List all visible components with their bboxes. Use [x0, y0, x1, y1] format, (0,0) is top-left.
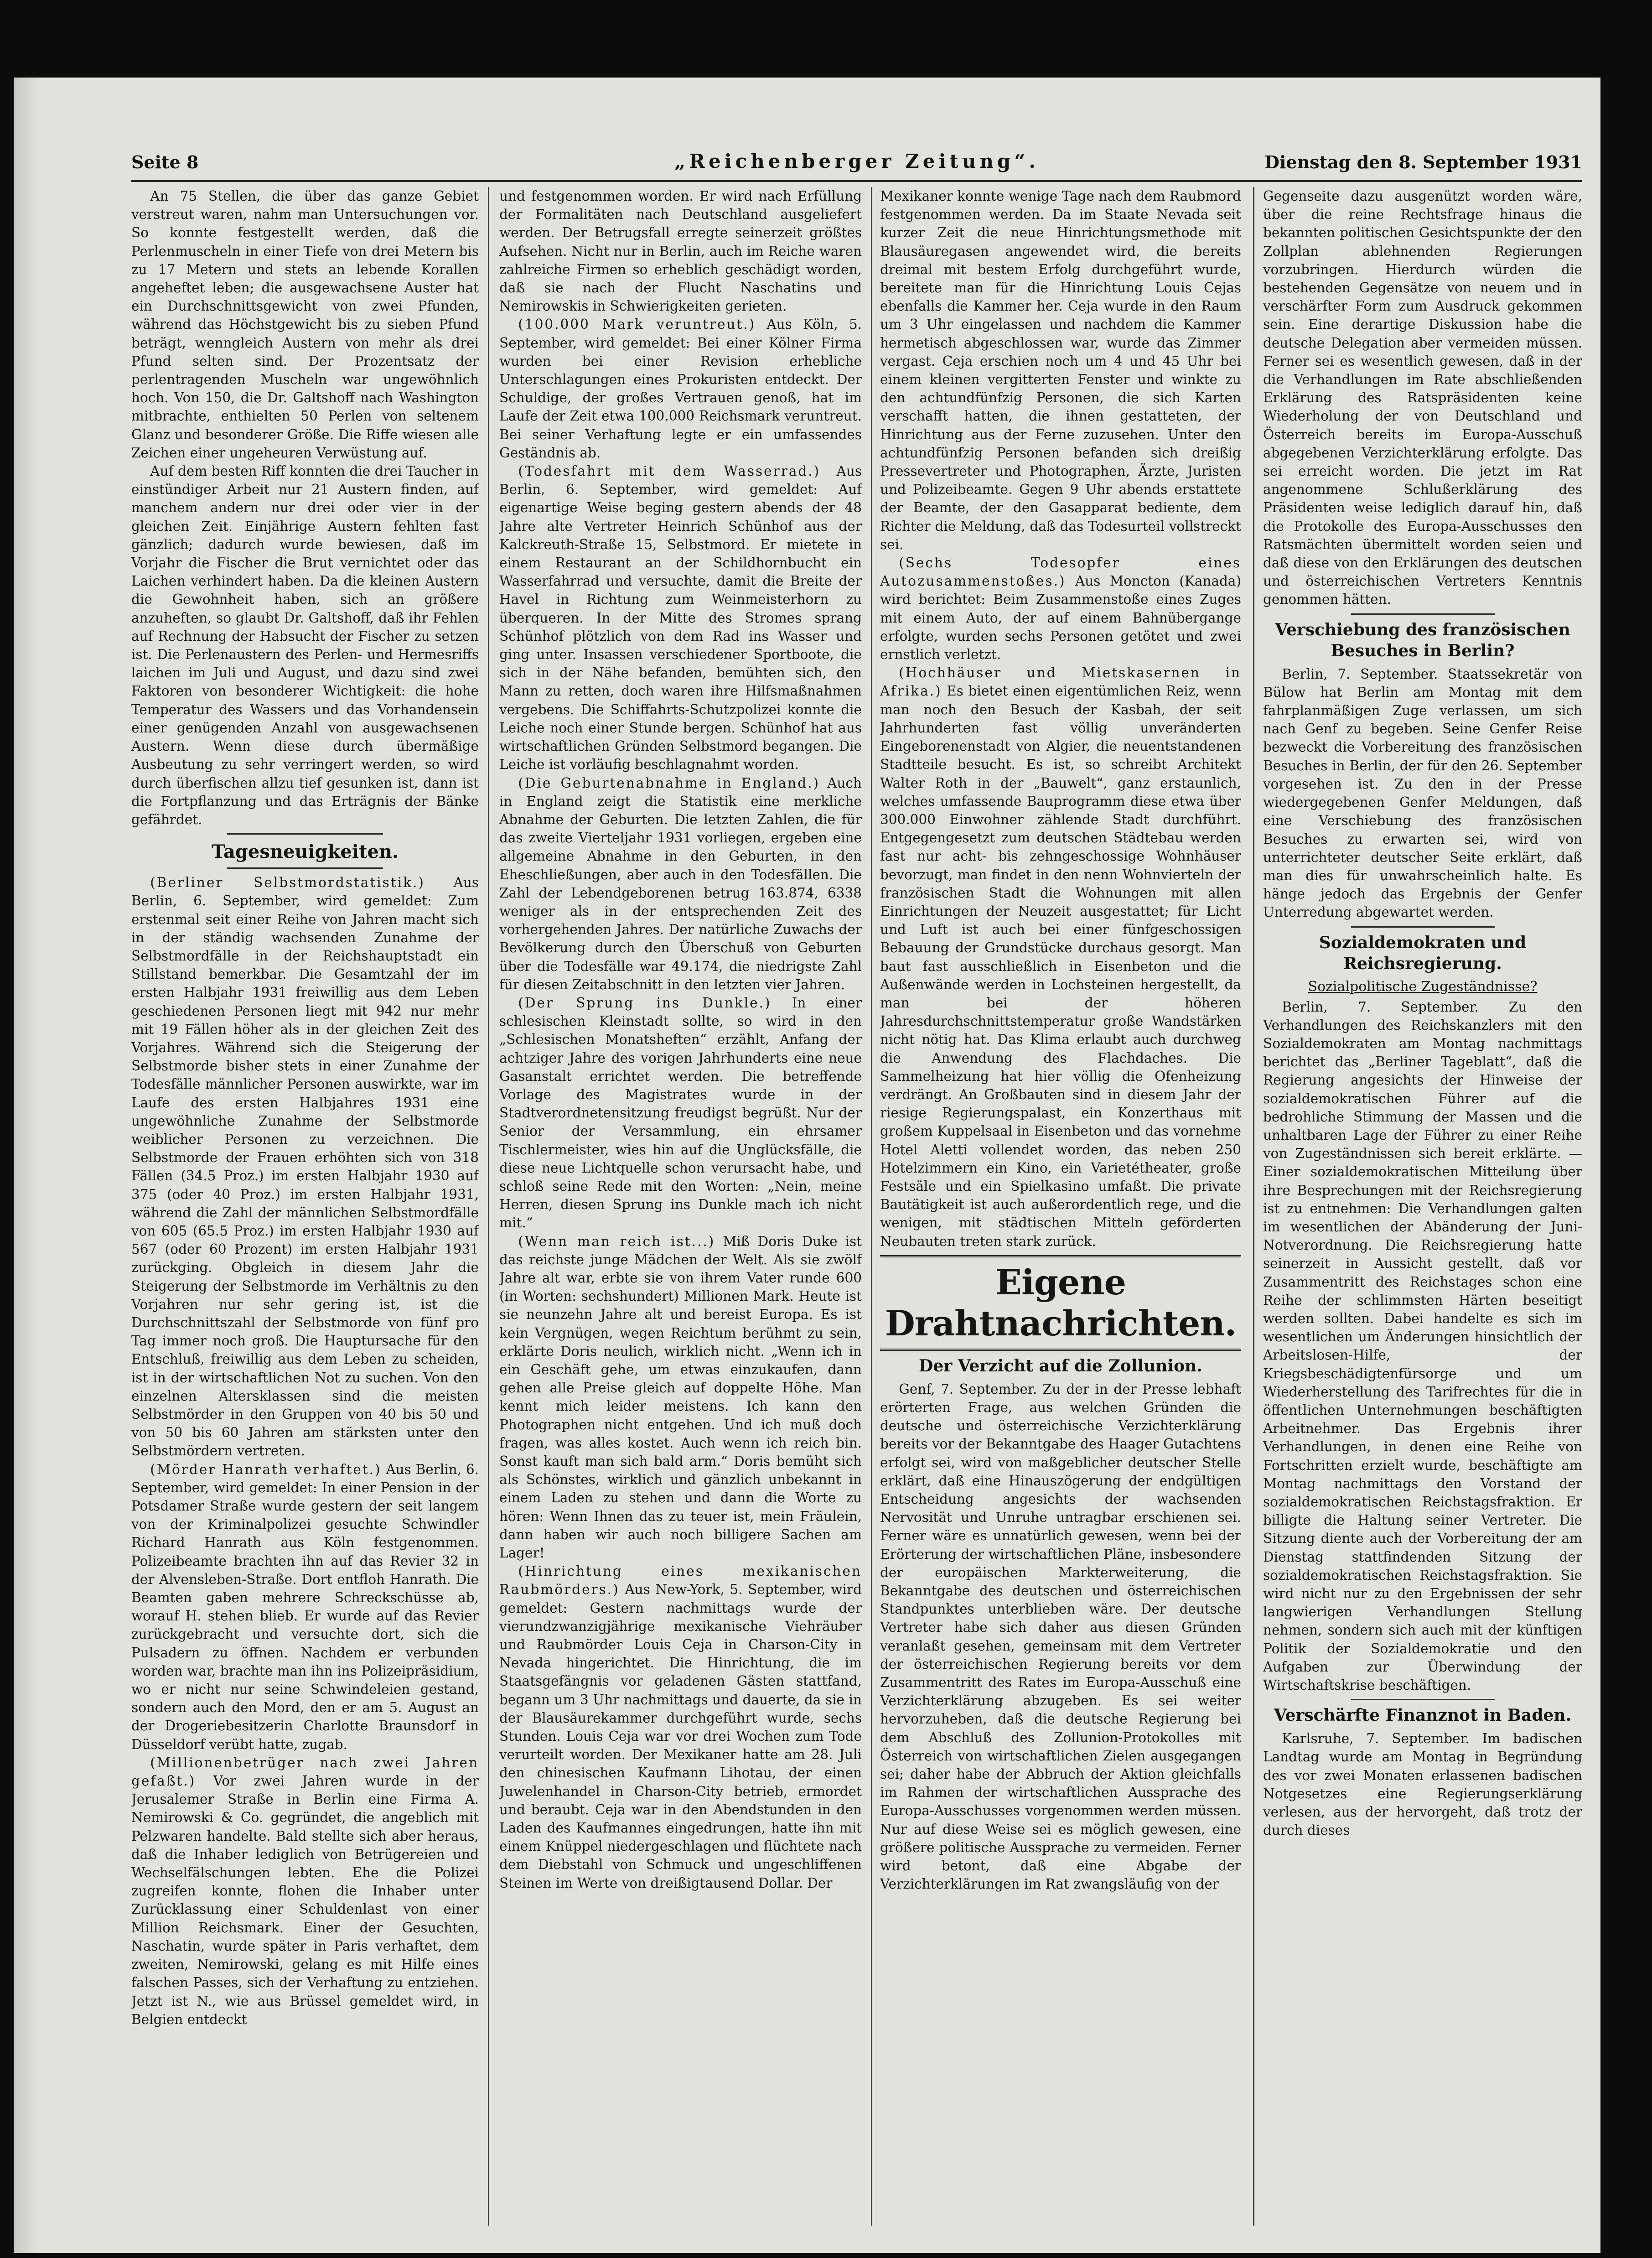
article-lead: (Todesfahrt mit dem Wasserrad.): [518, 463, 821, 479]
article-lead: (Hochhäuser und Mietskasernen in Afrika.): [880, 665, 1241, 699]
column-2: [499, 187, 862, 2235]
article-lead: (Berliner Selbstmordstatistik.): [150, 875, 425, 891]
article-paragraph: [499, 1562, 862, 1892]
column-3: [880, 187, 1241, 2235]
article-body: Aus New-York, 5. September, wird gemeldet: Gestern nachmittags wurde der vierundzwanzigjährige mexikanische Viehräuber und Raubmörder Louis Ceja in Charson-City in Nevada hingerichtet. Die Hinrichtung, die im Staatsgefängnis vor geladenen Gästen stattfand, begann um 3 Uhr nachmittags und dauerte, da sie in der Blausäurekammer durchgeführt wurde, sechs Stunden. Louis Ceja war vor drei Wochen zum Tode verurteilt worden. Der Mexikaner hatte am 28. Juli den chinesischen Kaufmann Lihotau, der einen Juwelenhandel in Charson-City betrieb, ermordet und beraubt. Ceja war in den Abendstunden in den Laden des Kaufmannes eingedrungen, hatte ihn mit einem Knüppel niedergeschlagen und flüchtete nach dem Diebstahl von Schmuck und ungeschliffenen Steinen im Werte von dreißigtausend Dollar. Der: [499, 1582, 862, 1891]
article-paragraph: Gegenseite dazu ausgenützt worden wäre, über die reine Rechtsfrage hinaus die bekannten politischen Gesichtspunkte der den Zollplan ablehnenden Regierungen vorzubringen. Hierdurch würden die bestehenden Gegensätze von neuem und in verschärfter Form zum Ausdruck gekommen sein. Eine derartige Diskussion habe die deutsche Delegation aber vermeiden müssen. Ferner sei es wesentlich gewesen, daß in der die Verhandlungen im Rate abschließenden Erklärung des Ratspräsidenten keine Wiederholung der von Deutschland und Österreich bereits im Europa-Ausschuß abgegebenen Verzichterklärung erfolgte. Das sei erreicht worden. Die jetzt im Rat angenommene Schlußerklärung des Präsidenten weise lediglich darauf hin, daß die Protokolle des Europa-Ausschusses den Ratsmächten übermittelt worden seien und daß diese von den Erklärungen des deutschen und österreichischen Vertreters Kenntnis genommen hätten.: [1263, 188, 1582, 607]
article-paragraph: [880, 554, 1241, 664]
article-paragraph: Mexikaner konnte wenige Tage nach dem Raubmord festgenommen werden. Da im Staate Nevada seit kurzer Zeit die neue Hinrichtungsmethode mit Blausäuregasen angewendet wird, die bereits dreimal mit bestem Erfolg durchgeführt wurde, bereitete man für die Hinrichtung Louis Cejas ebenfalls die Kammer her. Ceja wurde in den Raum um 3 Uhr eingelassen und nachdem die Kammer hermetisch abgeschlossen war, wurde das Zimmer vergast. Ceja erschien noch um 4 und 45 Uhr bei einem kleinen vergitterten Fenster und winkte zu den achtundfünfzig Personen, die sich Karten verschafft hatten, die ihnen gestatteten, der Hinrichtung aus der Ferne zuzusehen. Unter den achtundfünfzig Personen befanden sich dreißig Pressevertreter und Photographen, Ärzte, Juristen und Polizeibeamte. Gegen 9 Uhr abends erstattete der Beamte, der den Gasapparat bediente, dem Richter die Meldung, daß das Todesurteil vollstreckt sei.: [880, 188, 1241, 552]
divider: [1351, 613, 1495, 615]
article-subheadline: Sozialpolitische Zugeständnisse?: [1308, 978, 1538, 995]
article-body: Miß Doris Duke ist das reichste junge Mädchen der Welt. Als sie zwölf Jahre alt war, erbte sie von ihrem Vater runde 600 (in Worten: sechshundert) Millionen Mark. Heute ist sie neunzehn Jahre alt und bereist Europa. Es ist kein Vergnügen, wegen Reichtum berühmt zu sein, erklärte Doris neulich, wirklich nicht. „Wenn ich in ein Geschäft gehe, um etwas einzukaufen, dann gehen alle Preise gleich auf doppelte Höhe. Man kennt mich leider meistens. Ich kann den Photographen nicht entgehen. Und ich muß doch fragen, was alles kostet. Auch wenn ich reich bin. Sonst kauft man sich bald arm.“ Doris bemüht sich als Schönstes, wirklich und gänzlich unbekannt in einem Laden zu stehen und dann die Worte zu hören: Wenn Ihnen das zu teuer ist, mein Fräulein, dann haben wir auch noch billigere Sachen am Lager!: [499, 1233, 862, 1561]
article-paragraph: Auf dem besten Riff konnten die drei Taucher in einstündiger Arbeit nur 21 Austern finden, auf manchem andern nur drei oder vier in der gleichen Zeit. Einjährige Austern fehlten fast gänzlich; dadurch wurde bewiesen, daß im Vorjahr die Fischer die Brut vernichtet oder das Laichen verhindert haben. Da die kleinen Austern die Gewohnheit haben, sich an größere anzuheften, so glaubt Dr. Galtshoff, daß ihr Fehlen auf Rechnung der Habsucht der Fischer zu setzen ist. Die Perlenaustern des Perlen- und Hermesriffs laichen im Juli und August, und dazu sind zwei Faktoren von besonderer Wichtigkeit: die hohe Temperatur des Wassers und das Vorhandensein einer genügenden Anzahl von ausgewachsenen Austern. Wenn diese durch übermäßige Ausbeutung zu sehr verringert werden, so wird durch überfischen allzu tief gesunken ist, dann ist die Fortpflanzung und das Erträgnis der Bänke gefährdet.: [131, 463, 479, 827]
article-paragraph: [499, 994, 862, 1232]
article-paragraph: [499, 774, 862, 994]
article-lead: (Sechs Todesopfer eines Autozusammenstoßes.): [880, 555, 1241, 589]
column-rule: [871, 187, 872, 2226]
article-paragraph: [131, 1460, 479, 1754]
article-body: Aus Berlin, 6. September, wird gemeldet: Zum erstenmal seit einer Reihe von Jahren macht sich in der ständig wachsenden Zunahme der Selbstmordfälle in der Reichshauptstadt ein Stillstand bemerkbar. Die Gesamtzahl der im ersten Halbjahr 1931 freiwillig aus dem Leben geschiedenen Personen liegt mit 942 nur mehr mit 19 Fällen höher als in der gleichen Zeit des Vorjahres. Während sich die Steigerung der Selbstmorde bisher stets in einer Zunahme der Todesfälle männlicher Personen auswirkte, war im Laufe des ersten Halbjahres 1931 eine ungewöhnliche Zunahme der Selbstmorde weiblicher Personen zu verzeichnen. Die Selbstmorde der Frauen erhöhten sich von 318 Fällen (34.5 Proz.) im ersten Halbjahr 1930 auf 375 (oder 40 Proz.) im ersten Halbjahr 1931, während die Zahl der männlichen Selbstmordfälle von 605 (65.5 Proz.) im ersten Halbjahr 1930 auf 567 (oder 60 Prozent) im ersten Halbjahr 1931 zurückging. Obgleich in diesem Jahr die Steigerung der Selbstmorde im Verhältnis zu den Vorjahren nur sehr gering ist, ist die Durchschnittszahl der Selbstmorde von fünf pro Tag immer noch groß. Die Hauptursache für den Entschluß, freiwillig aus dem Leben zu scheiden, ist in der wirtschaftlichen Not zu suchen. Von den einzelnen Altersklassen sind die meisten Selbstmörder in den Gruppen von 40 bis 50 und von 50 bis 60 Jahren am stärksten unter den Selbstmördern vertreten.: [131, 875, 479, 1459]
article-lead: (Wenn man reich ist...): [518, 1233, 715, 1249]
page-header: [131, 148, 1582, 182]
article-lead: (Mörder Hanrath verhaftet.): [150, 1461, 382, 1477]
article-body: Aus Köln, 5. September, wird gemeldet: Bei einer Kölner Firma wurden bei einer Revision erhebliche Unterschlagungen eines Prokuristen entdeckt. Der Schuldige, der großes Vertrauen genoß, hat im Laufe der Zeit etwa 100.000 Reichsmark veruntreut. Bei seiner Verhaftung legte er ein umfassendes Geständnis ab.: [499, 317, 862, 461]
page-number: Seite 8: [131, 152, 199, 172]
article-paragraph: [499, 315, 862, 462]
article-paragraph: und festgenommen worden. Er wird nach Erfüllung der Formalitäten nach Deutschland ausgeliefert werden. Der Betrugsfall erregte seinerzeit größtes Aufsehen. Nicht nur in Berlin, auch im Reiche waren zahlreiche Firmen so erheblich geschädigt worden, daß sie nach der Flucht Naschatins und Nemirowskis in Schwierigkeiten gerieten.: [499, 188, 862, 314]
column-1: [131, 187, 479, 2235]
article-paragraph: [880, 664, 1241, 1251]
divider: [880, 1349, 1241, 1351]
newspaper-page: [14, 78, 1600, 2253]
article-body: Aus Berlin, 6. September, wird gemeldet: Auf eigenartige Weise beging gestern abends der 48 Jahre alte Vertreter Heinrich Schünhof aus der Kalckreuth-Straße 15, Selbstmord. Er mietete in einem Restaurant an der Schildhornbucht ein Wasserfahrrad und versuchte, damit die Breite der Havel in Richtung zum Weinmeisterhorn zu überqueren. In der Mitte des Stromes sprang Schünhof plötzlich von dem Rad ins Wasser und ging unter. Insassen verschiedener Sportboote, die sich in der Nähe befanden, bemühten sich, den Mann zu retten, doch waren ihre Hilfsmaßnahmen vergebens. Die Schiffahrts-Schutzpolizei konnte die Leiche noch einer Stunde bergen. Schünhof hat aus wirtschaftlichen Gründen Selbstmord begangen. Die Leiche ist vorläufig beschlagnahmt worden.: [499, 463, 862, 773]
page-shadow: [14, 78, 39, 2253]
article-paragraph: [131, 1754, 479, 2029]
article-lead: (Der Sprung ins Dunkle.): [518, 995, 772, 1011]
article-headline: Verschärfte Finanznot in Baden.: [1274, 1706, 1572, 1725]
article-headline: Sozialdemokraten und Reichsregierung.: [1319, 933, 1527, 973]
article-headline: Der Verzicht auf die Zollunion.: [919, 1356, 1202, 1376]
article-paragraph: Karlsruhe, 7. September. Im badischen Landtag wurde am Montag in Begründung des vor zwei Monaten erlassenen badischen Notgesetzes eine Regierungserklärung verlesen, aus der hervorgeht, daß trotz der durch dieses: [1263, 1731, 1582, 1838]
column-rule: [488, 187, 489, 2226]
divider: [227, 833, 383, 835]
article-lead: (Hinrichtung eines mexikanischen Raubmörders.): [499, 1563, 862, 1598]
divider: [1351, 926, 1495, 928]
article-body: Aus Moncton (Kanada) wird berichtet: Beim Zusammenstoße eines Zuges mit einem Auto, der auf einem Bahnübergange erfolgte, wurden sechs Personen getötet und zwei ernstlich verletzt.: [880, 573, 1241, 663]
article-paragraph: [499, 1232, 862, 1562]
newspaper-name: „Reichenberger Zeitung“.: [674, 150, 1040, 172]
article-paragraph: Genf, 7. September. Zu der in der Presse lebhaft erörterten Frage, aus welchen Gründen die deutsche und österreichische Verzichterklärung bereits vor der Bekanntgabe des Haager Gutachtens erfolgt sei, wird von maßgeblicher deutscher Stelle erklärt, daß eine Hinauszögerung der endgültigen Entscheidung angesichts der wachsenden Nervosität und Unruhe untragbar erschienen sei. Ferner wäre es unnatürlich gewesen, wenn bei der Erörterung der wirtschaftlichen Pläne, insbesondere der europäischen Markterweiterung, die Bekanntgabe des deutschen und österreichischen Standpunktes unterblieben wäre. Der deutsche Vertreter habe sich daher aus diesen Gründen veranlaßt gesehen, gemeinsam mit dem Vertreter der österreichischen Regierung bereits vor dem Zusammentritt des Rates im Europa-Ausschuß eine Verzichterklärung abzugeben. Es sei weiter hervorzuheben, daß die deutsche Regierung bei dem Abschluß des Zollunion-Protokolles mit Österreich von wirtschaftlichen Zielen ausgegangen sei; daher habe der Abbruch der Aktion gleichfalls im Rahmen der wirtschaftlichen Aussprache des Europa-Ausschusses vorgenommen werden müssen. Nur auf diese Weise sei es möglich gewesen, eine größere politische Aussprache zu vermeiden. Ferner wird betont, daß eine Abgabe der Verzichterklärungen im Rat zwangsläufig von der: [880, 1381, 1241, 1892]
article-paragraph: [499, 462, 862, 773]
article-lead: (Millionenbetrüger nach zwei Jahren gefaßt.): [131, 1754, 479, 1789]
article-paragraph: Berlin, 7. September. Zu den Verhandlungen des Reichskanzlers mit den Sozialdemokraten am Montag nachmittags berichtet das „Berliner Tageblatt“, daß die Regierung angesichts der Hinweise der sozialdemokratischen Führer auf die bedrohliche Stimmung der Massen und die unhaltbaren Lage der Führer zu einer Reihe von Zugeständnissen sich bereit erklärte. — Einer sozialdemokratischen Mitteilung über ihre Besprechungen mit der Reichsregierung ist zu entnehmen: Die Verhandlungen galten im wesentlichen der Abänderung der Juni-Notverordnung. Die Reichsregierung hatte seinerzeit in Aussicht gestellt, daß vor Zusammentritt des Reichstages schon eine Reihe der schlimmsten Härten beseitigt werden sollten. Dabei handelte es sich im wesentlichen um Änderungen hinsichtlich der Arbeitslosen-Hilfe, der Kriegsbeschädigtenfürsorge und um Wiederherstellung des Tarifrechtes für die in öffentlichen Unternehmungen beschäftigten Arbeitnehmer. Das Ergebnis ihrer Verhandlungen, in denen eine Reihe von Fortschritten erzielt wurde, beschäftigte am Montag nachmittags den Vorstand der sozialdemokratischen Reichstagsfraktion. Er billigte die Haltung seiner Vertreter. Die Sitzung diente auch der Vorbereitung der am Dienstag stattfindenden Sitzung der sozialdemokratischen Reichstagsfraktion. Sie wird nicht nur zu den Ergebnissen der sehr langwierigen Verhandlungen Stellung nehmen, sondern sich auch mit der künftigen Politik der Sozialdemokratie und den Aufgaben zur Überwindung der Wirtschaftskrise beschäftigen.: [1263, 999, 1582, 1693]
article-body: Es bietet einen eigentümlichen Reiz, wenn man noch den Besuch der Kasbah, der seit Jahrhunderten fast völlig unveränderten Eingeborenenstadt von Algier, die neuentstandenen Stadtteile besucht. Es ist, so schreibt Architekt Walter Roth in der „Bauwelt“, ganz erstaunlich, welches umfassende Bauprogramm diese etwa über 300.000 Einwohner zählende Stadt durchführt. Entgegengesetzt zum deutschen Städtebau werden fast nur acht- bis zehngeschossige Wohnhäuser bevorzugt, man findet in den nenn Wohnvierteln der französischen Stadt die Wohnungen mit allen Einrichtungen der Neuzeit ausgestattet; für Licht und Luft ist auch bei einer fünfgeschossigen Bebauung der Grundstücke durchaus gesorgt. Man baut fast ausschließlich in Eisenbeton und die Außenwände werden in Lochsteinen hergestellt, da man bei der höheren Jahresdurchschnittstemperatur große Wandstärken nicht nötig hat. Das Klima erlaubt auch durchweg die Anwendung des Flachdaches. Die Sammelheizung hat hier völlig die Ofenheizung verdrängt. An Großbauten sind in diesem Jahr der riesige Regierungspalast, ein Konzerthaus mit großem Kuppelsaal in Eisenbeton und das vornehme Hotel Aletti vollendet worden, das neben 250 Hotelzimmern ein Kino, ein Varietétheater, große Festsäle und ein Spielkasino umfaßt. Die private Bautätigkeit ist auch außerordentlich rege, und die wenigen, mit städtischen Mitteln geförderten Neubauten treten stark zurück.: [880, 683, 1241, 1249]
article-body: Aus Berlin, 6. September, wird gemeldet: In einer Pension in der Potsdamer Straße wurde gestern der seit langem von der Kriminalpolizei gesuchte Schwindler Richard Hanrath aus Köln festgenommen. Polizeibeamte brachten ihn auf das Revier 32 in der Alvensleben-Straße. Dort entfloh Hanrath. Die Beamten gaben mehrere Schreckschüsse ab, worauf H. stehen blieb. Er wurde auf das Revier zurückgebracht und versuchte dort, sich die Pulsadern zu öffnen. Nachdem er verbunden worden war, brachte man ihn ins Polizeipräsidium, wo er nicht nur seine Schwindeleien gestand, sondern auch den Mord, den er am 5. August an der Drogeriebesitzerin Charlotte Braunsdorf in Düsseldorf verübt hatte, zugab.: [131, 1461, 479, 1752]
article-lead: (100.000 Mark veruntreut.): [518, 317, 756, 332]
column-rule: [1253, 187, 1254, 2226]
article-body: Vor zwei Jahren wurde in der Jerusalemer Straße in Berlin eine Firma A. Nemirowski & Co. gegründet, die angeblich mit Pelzwaren handelte. Bald stellte sich aber heraus, daß die Inhaber lediglich von Betrügereien und Wechselfälschungen lebten. Ehe die Polizei zugreifen konnte, flohen die Inhaber unter Zurücklassung einer Schuldenlast von einer Million Reichsmark. Einer der Gesuchten, Naschatin, wurde später in Paris verhaftet, dem zweiten, Nemirowski, gelang es mit Hilfe eines falschen Passes, sich der Verhaftung zu entziehen. Jetzt ist N., wie aus Brüssel gemeldet wird, in Belgien entdeckt: [131, 1773, 479, 2027]
article-paragraph: [131, 873, 479, 1460]
article-lead: (Die Geburtenabnahme in England.): [518, 775, 820, 791]
column-4: [1263, 187, 1582, 2235]
section-title: Tagesneuigkeiten.: [212, 841, 399, 863]
article-paragraph: An 75 Stellen, die über das ganze Gebiet verstreut waren, nahm man Untersuchungen vor. So konnte festgestellt werden, daß die Perlenmuscheln in einer Tiefe von drei Metern bis zu 17 Metern und stets an lebende Korallen angeheftet leben; die ausgewachsene Auster hat ein Durchschnittsgewicht von zwei Pfunden, während das Höchstgewicht bis zu sieben Pfund beträgt, wenngleich Austern von mehr als drei Pfund selten sind. Der Prozentsatz der perlentragenden Muscheln war ungewöhnlich hoch. Von 150, die Dr. Galtshoff nach Washington mitbrachte, enthielten 50 Perlen von seltenem Glanz und besonderer Größe. Die Riffe wiesen alle Zeichen einer ungeheuren Verwüstung auf.: [131, 188, 479, 461]
issue-date: Dienstag den 8. September 1931: [1264, 152, 1582, 172]
article-headline: Verschiebung des französischen Besuches in Berlin?: [1275, 620, 1570, 660]
divider: [880, 1255, 1241, 1257]
divider: [227, 867, 383, 869]
divider: [1351, 1699, 1495, 1700]
article-paragraph: Berlin, 7. September. Staatssekretär von Bülow hat Berlin am Montag mit dem fahrplanmäßigen Zuge verlassen, um sich nach Genf zu begeben. Seine Genfer Reise bezweckt die Vorbereitung des französischen Besuches in Berlin, der für den 26. September vorgesehen ist. Zu den in der Presse wiedergegebenen Genfer Meldungen, daß eine Verschiebung des französischen Besuches zu erwarten sei, wird von unterrichteter deutscher Seite erklärt, daß man dies für unwahrscheinlich halte. Es hänge jedoch das Ergebnis der Genfer Unterredung abgewartet werden.: [1263, 666, 1582, 920]
section-title: Eigene Drahtnachrichten.: [885, 1261, 1237, 1344]
article-body: Auch in England zeigt die Statistik eine merkliche Abnahme der Geburten. Die letzten Zahlen, die für das zweite Vierteljahr 1931 vorliegen, ergeben eine allgemeine Abnahme in den Geburten, in den Eheschließungen, aber auch in den Todesfällen. Die Zahl der Lebendgeborenen betrug 163.874, 6338 weniger als in der entsprechenden Zeit des vorhergehenden Jahres. Der natürliche Zuwachs der Bevölkerung durch den Überschuß von Geburten über die Todesfälle war 49.174, die niedrigste Zahl für diesen Zeitabschnitt in den letzten vier Jahren.: [499, 775, 862, 992]
article-body: In einer schlesischen Kleinstadt sollte, so wird in den „Schlesischen Monatsheften“ erzählt, Anfang der achtziger Jahre des vorigen Jahrhunderts eine neue Gasanstalt errichtet werden. Die betreffende Vorlage des Magistrates wurde in der Stadtverordnetensitzung freudigst begrüßt. Nur der Senior der Versammlung, ein ehrsamer Tischlermeister, wies hin auf die Unglücksfälle, die diese neue Lichtquelle schon verursacht habe, und schloß seine Rede mit den Worten: „Nein, meine Herren, diesen Sprung ins Dunkle mach ich nicht mit.“: [499, 995, 862, 1231]
